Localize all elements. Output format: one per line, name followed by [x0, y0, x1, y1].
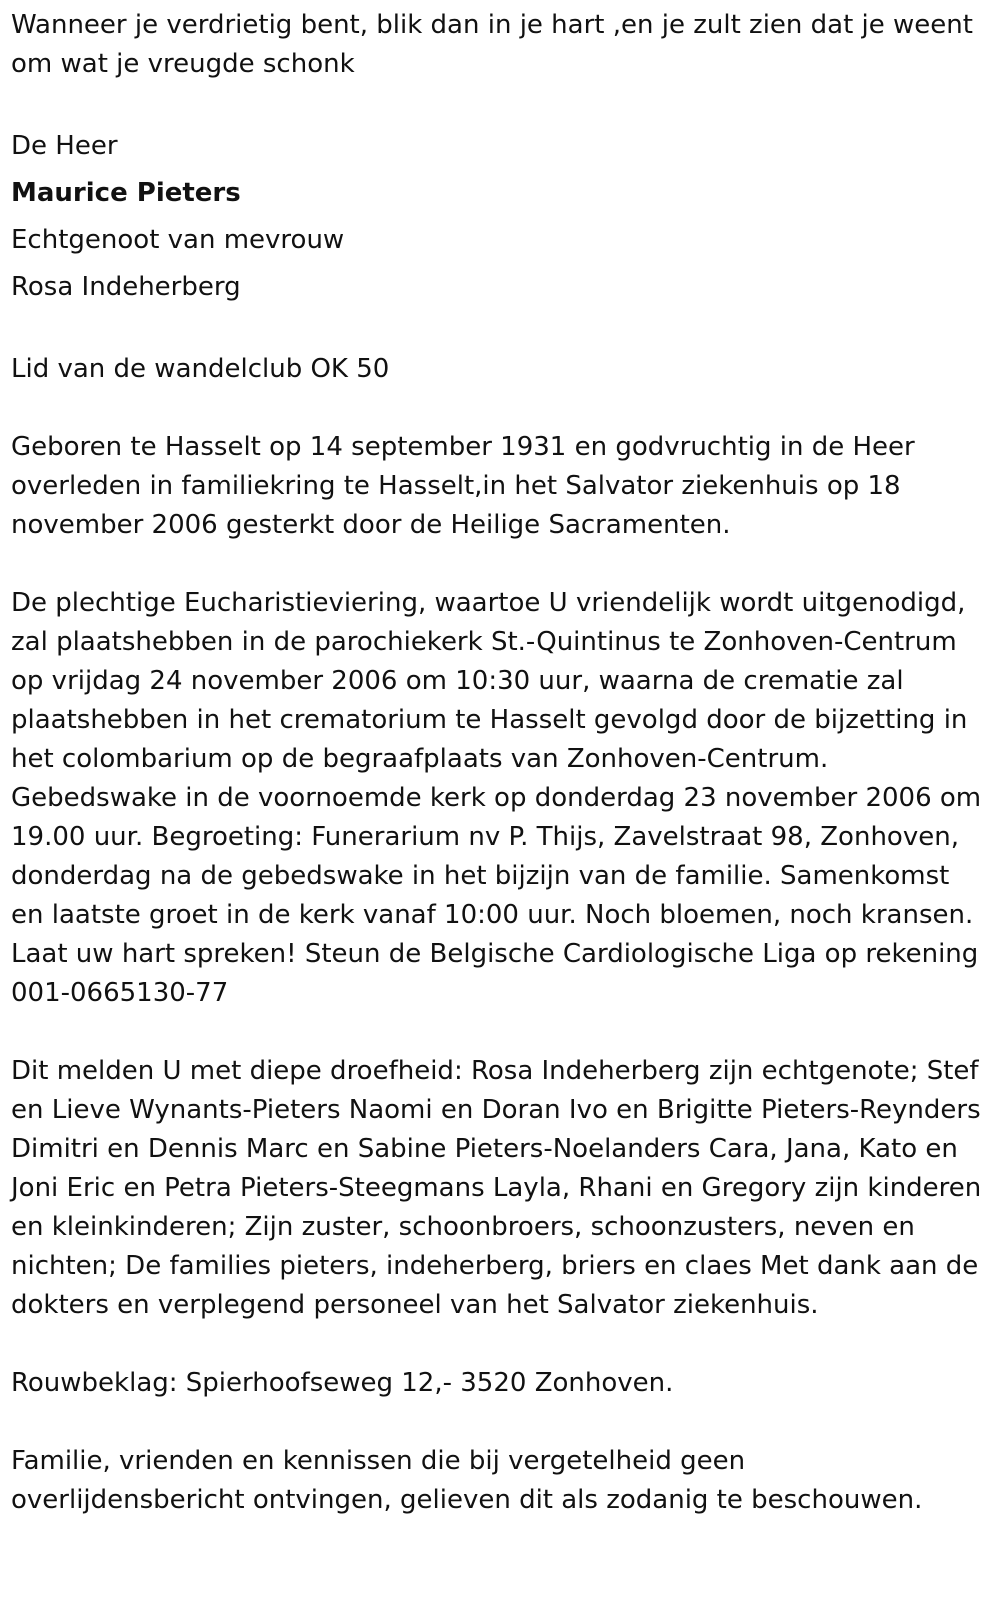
title-prefix: De Heer	[11, 131, 118, 161]
condolence-address: Rouwbeklag: Spierhoofseweg 12,- 3520 Zonhoven.	[11, 1368, 674, 1398]
closing-note: Familie, vrienden en kennissen die bij vergetelheid geen overlijdensbericht ontvingen, gelieven dit als zodanig te beschouwen.	[11, 1446, 923, 1515]
announcement-paragraph: Dit melden U met diepe droefheid: Rosa Indeherberg zijn echtgenote; Stef en Lieve Wynants-Pieters Naomi en Doran Ivo en Brigitte Pieters-Reynders Dimitri en Dennis Marc en Sabine Pieters-Noelanders Cara, Jana, Kato en Joni Eric en Petra Pieters-Steegmans Layla, Rhani en Gregory zijn kinderen en kleinkinderen; Zijn zuster, schoonbroers, schoonzusters, neven en nichten; De families pieters, indeherberg, briers en claes Met dank aan de dokters en verplegend personeel van het Salvator ziekenhuis.	[11, 1056, 982, 1320]
opening-quote: Wanneer je verdrietig bent, blik dan in je hart ,en je zult zien dat je weent om wat je vreugde schonk	[11, 10, 973, 79]
spacer	[11, 1013, 1000, 1052]
spacer	[11, 389, 1000, 428]
spacer	[11, 545, 1000, 584]
birth-death-paragraph: Geboren te Hasselt op 14 september 1931 en godvruchtig in de Heer overleden in familiekring te Hasselt,in het Salvator ziekenhuis op 18 november 2006 gesterkt door de Heilige Sacramenten.	[11, 432, 915, 540]
spouse-name: Rosa Indeherberg	[11, 272, 241, 302]
deceased-name: Maurice Pieters	[11, 178, 241, 208]
spacer	[11, 1325, 1000, 1364]
spacer	[11, 84, 1000, 123]
spacer	[11, 311, 1000, 350]
membership-text: Lid van de wandelclub OK 50	[11, 354, 390, 384]
ceremony-paragraph: De plechtige Eucharistieviering, waartoe U vriendelijk wordt uitgenodigd, zal plaatshebben in de parochiekerk St.-Quintinus te Zonhoven-Centrum op vrijdag 24 november 2006 om 10:30 uur, waarna de crematie zal plaatshebben in het crematorium te Hasselt gevolgd door de bijzetting in het colombarium op de begraafplaats van Zonhoven-Centrum. Gebedswake in de voornoemde kerk op donderdag 23 november 2006 om 19.00 uur. Begroeting: Funerarium nv P. Thijs, Zavelstraat 98, Zonhoven, donderdag na de gebedswake in het bijzijn van de familie. Samenkomst en laatste groet in de kerk vanaf 10:00 uur. Noch bloemen, noch kransen. Laat uw hart spreken! Steun de Belgische Cardiologische Liga op rekening 001-0665130-77	[11, 588, 982, 1008]
spacer	[11, 1403, 1000, 1442]
spouse-label: Echtgenoot van mevrouw	[11, 225, 345, 255]
